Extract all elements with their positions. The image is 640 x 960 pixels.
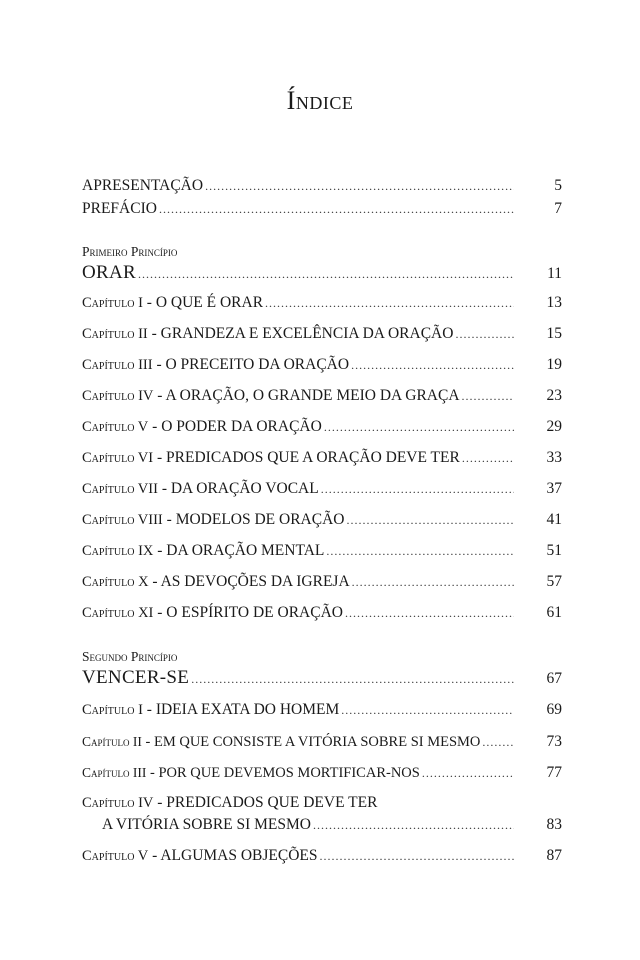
toc-entry-label: APRESENTAÇÃO bbox=[82, 177, 204, 194]
chapter-number: Capítulo VIII bbox=[82, 512, 163, 528]
toc-page-number: 69 bbox=[546, 701, 562, 718]
dot-leader bbox=[341, 700, 514, 720]
toc-page-number: 61 bbox=[546, 604, 562, 621]
chapter-number: Capítulo II bbox=[82, 734, 142, 749]
chapter-title: DA ORAÇÃO VOCAL bbox=[170, 480, 319, 497]
toc-page-number: 73 bbox=[546, 733, 562, 750]
toc-page-number: 29 bbox=[546, 418, 562, 435]
toc-page-number: 67 bbox=[546, 670, 562, 687]
toc-entry-chapter[interactable]: Capítulo IV - A ORAÇÃO, O GRANDE MEIO DA GRAÇA ..... 23 bbox=[82, 386, 562, 406]
dot-leader bbox=[265, 293, 514, 313]
toc-page-number: 87 bbox=[546, 847, 562, 864]
toc-entry-chapter[interactable]: Capítulo VI - PREDICADOS QUE A ORAÇÃO DEVE TER ..... 33 bbox=[82, 448, 562, 468]
table-of-contents bbox=[82, 0, 562, 960]
toc-entry-chapter[interactable]: Capítulo I - IDEIA EXATA DO HOMEM ..... 69 bbox=[82, 700, 562, 720]
toc-entry-chapter[interactable]: Capítulo III - POR QUE DEVEMOS MORTIFICAR-NOS ..... 77 bbox=[82, 763, 562, 783]
chapter-number: Capítulo XI bbox=[82, 605, 154, 621]
dot-leader bbox=[191, 669, 514, 689]
toc-page-number: 33 bbox=[546, 449, 562, 466]
toc-page-number: 11 bbox=[547, 265, 562, 282]
toc-page-number: 51 bbox=[546, 542, 562, 559]
dot-leader bbox=[422, 763, 514, 783]
chapter-title: IDEIA EXATA DO HOMEM bbox=[155, 701, 340, 718]
chapter-number: Capítulo III bbox=[82, 357, 153, 373]
dot-leader bbox=[455, 324, 514, 344]
toc-entry-apresentacao[interactable] bbox=[82, 176, 562, 196]
chapter-title: PREDICADOS QUE A ORAÇÃO DEVE TER bbox=[166, 449, 460, 466]
toc-entry-chapter[interactable]: Capítulo I - O QUE É ORAR ..... 13 bbox=[82, 293, 562, 313]
chapter-number: Capítulo I bbox=[82, 295, 143, 311]
toc-entry-chapter[interactable]: Capítulo VII - DA ORAÇÃO VOCAL ..... 37 bbox=[82, 479, 562, 499]
dot-leader bbox=[138, 264, 514, 284]
chapter-number: Capítulo X bbox=[82, 574, 149, 590]
toc-page-number: 83 bbox=[546, 816, 562, 833]
chapter-number: Capítulo VII bbox=[82, 481, 158, 497]
toc-entry-chapter-line1[interactable]: Capítulo IV - PREDICADOS QUE DEVE TER bbox=[82, 794, 378, 811]
dot-leader bbox=[324, 417, 514, 437]
dot-leader bbox=[313, 815, 514, 835]
chapter-title: O PODER DA ORAÇÃO bbox=[161, 418, 322, 435]
chapter-number: Capítulo I bbox=[82, 702, 143, 718]
toc-entry-label: PREFÁCIO bbox=[82, 200, 157, 217]
dot-leader bbox=[326, 541, 514, 561]
chapter-title: O ESPÍRITO DE ORAÇÃO bbox=[166, 604, 343, 621]
chapter-title: DA ORAÇÃO MENTAL bbox=[166, 542, 325, 559]
toc-entry-chapter-line2[interactable] bbox=[102, 815, 562, 835]
part-label-segundo: Segundo Princípio bbox=[82, 649, 178, 664]
chapter-number: Capítulo IX bbox=[82, 543, 154, 559]
dot-leader bbox=[320, 846, 514, 866]
chapter-number: Capítulo V bbox=[82, 848, 149, 864]
toc-entry-chapter[interactable]: Capítulo II - GRANDEZA E EXCELÊNCIA DA ORAÇÃO ..... 15 bbox=[82, 324, 562, 344]
dot-leader bbox=[159, 199, 514, 219]
chapter-number: Capítulo IV bbox=[82, 388, 154, 404]
toc-page-number: 57 bbox=[546, 573, 562, 590]
toc-entry-chapter[interactable]: Capítulo V - ALGUMAS OBJEÇÕES ..... 87 bbox=[82, 846, 562, 866]
dot-leader bbox=[352, 572, 514, 592]
toc-page-number: 13 bbox=[546, 294, 562, 311]
chapter-title: O PRECEITO DA ORAÇÃO bbox=[165, 356, 350, 373]
toc-page-number: 7 bbox=[554, 200, 562, 217]
chapter-title: POR QUE DEVEMOS MORTIFICAR-NOS bbox=[158, 765, 420, 781]
toc-entry-chapter[interactable]: Capítulo III - O PRECEITO DA ORAÇÃO ..... 19 bbox=[82, 355, 562, 375]
part-label-primeiro: Primeiro Princípio bbox=[82, 244, 178, 259]
chapter-number: Capítulo V bbox=[82, 419, 149, 435]
toc-page-number: 37 bbox=[546, 480, 562, 497]
dot-leader bbox=[351, 355, 514, 375]
toc-page-number: 23 bbox=[546, 387, 562, 404]
chapter-title: ALGUMAS OBJEÇÕES bbox=[160, 847, 318, 864]
toc-page-number: 19 bbox=[546, 356, 562, 373]
chapter-title: O QUE É ORAR bbox=[155, 294, 264, 311]
toc-entry-chapter[interactable]: Capítulo II - EM QUE CONSISTE A VITÓRIA SOBRE SI MESMO ..... 73 bbox=[82, 732, 562, 752]
toc-entry-prefacio[interactable] bbox=[82, 199, 562, 219]
dot-leader bbox=[346, 510, 514, 530]
dot-leader bbox=[462, 448, 514, 468]
chapter-number: Capítulo VI bbox=[82, 450, 154, 466]
dot-leader bbox=[321, 479, 514, 499]
toc-entry-chapter[interactable]: Capítulo XI - O ESPÍRITO DE ORAÇÃO ..... 61 bbox=[82, 603, 562, 623]
chapter-title-continued: A VITÓRIA SOBRE SI MESMO bbox=[102, 816, 312, 833]
toc-entry-chapter[interactable]: Capítulo X - AS DEVOÇÕES DA IGREJA ..... 57 bbox=[82, 572, 562, 592]
dot-leader bbox=[482, 732, 514, 752]
chapter-title: GRANDEZA E EXCELÊNCIA DA ORAÇÃO bbox=[160, 325, 454, 342]
toc-entry-chapter[interactable]: Capítulo VIII - MODELOS DE ORAÇÃO ..... 41 bbox=[82, 510, 562, 530]
toc-entry-chapter[interactable]: Capítulo IX - DA ORAÇÃO MENTAL ..... 51 bbox=[82, 541, 562, 561]
chapter-number: Capítulo IV bbox=[82, 795, 154, 811]
toc-entry-label: VENCER-SE bbox=[82, 667, 190, 688]
toc-entry-label: ORAR bbox=[82, 262, 136, 283]
dot-leader bbox=[345, 603, 514, 623]
toc-page-number: 77 bbox=[546, 764, 562, 781]
toc-entry-chapter[interactable]: Capítulo V - O PODER DA ORAÇÃO ..... 29 bbox=[82, 417, 562, 437]
dot-leader bbox=[462, 386, 514, 406]
chapter-number: Capítulo II bbox=[82, 326, 148, 342]
chapter-number: Capítulo III bbox=[82, 765, 147, 780]
chapter-title: A ORAÇÃO, O GRANDE MEIO DA GRAÇA bbox=[165, 387, 460, 404]
chapter-title: PREDICADOS QUE DEVE TER bbox=[166, 794, 378, 811]
page-title: Índice bbox=[286, 86, 354, 115]
chapter-title: AS DEVOÇÕES DA IGREJA bbox=[160, 573, 350, 590]
dot-leader bbox=[205, 176, 514, 196]
chapter-title: MODELOS DE ORAÇÃO bbox=[175, 511, 345, 528]
toc-page-number: 41 bbox=[546, 511, 562, 528]
chapter-title: EM QUE CONSISTE A VITÓRIA SOBRE SI MESMO bbox=[153, 734, 481, 750]
toc-entry-vencer-se[interactable] bbox=[82, 668, 562, 689]
toc-entry-orar[interactable] bbox=[82, 263, 562, 284]
toc-page-number: 15 bbox=[546, 325, 562, 342]
toc-page-number: 5 bbox=[554, 177, 562, 194]
